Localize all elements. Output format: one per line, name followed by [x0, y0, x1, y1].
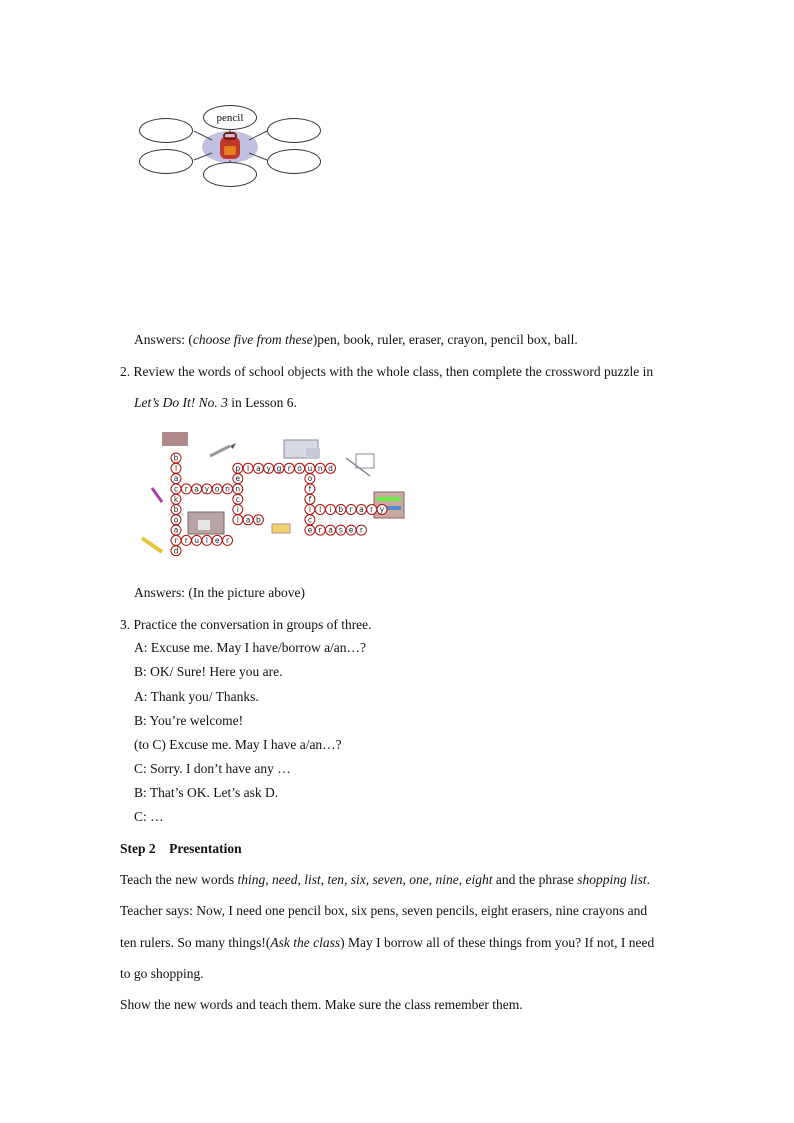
crossword-letter: r — [225, 536, 230, 545]
answers-1 — [134, 332, 578, 348]
crossword-letter: o — [173, 515, 179, 525]
conversation-line: B: You’re welcome! — [134, 713, 244, 728]
crossword-svg — [134, 428, 410, 574]
crossword-letter: a — [173, 474, 179, 484]
crossword-letter: l — [247, 463, 250, 473]
crossword-letter: y — [204, 484, 210, 494]
crossword-letter: r — [184, 484, 188, 494]
para-2-text-b: ) May I borrow all of these things from you? If not, I need — [340, 935, 655, 950]
crossword-letter: c — [235, 494, 240, 504]
paragraph-1 — [120, 872, 650, 888]
crossword-cells — [171, 453, 387, 556]
crossword-letter: e — [235, 474, 241, 484]
mind-map — [134, 100, 334, 194]
mind-map-bubble-bottom-right — [267, 149, 321, 174]
para-2-italic: Ask the class — [270, 935, 341, 950]
crossword-letter: c — [307, 515, 312, 525]
crossword-letter: o — [307, 474, 313, 484]
computer-icon — [284, 440, 320, 458]
crossword-letter: a — [173, 525, 179, 535]
conversation-line: B: OK/ Sure! Here you are. — [134, 664, 283, 679]
item-2-line-1: 2. Review the words of school objects with the whole class, then complete the crossword puzzle in — [120, 364, 654, 379]
mind-map-bubble-bottom — [203, 162, 257, 187]
crossword-letter: l — [205, 536, 208, 545]
mind-map-center-label: pencil — [216, 111, 244, 124]
paragraph-2-line-1: Teacher says: Now, I need one pencil box, six pens, seven pencils, eight erasers, nine crayons and — [120, 903, 648, 918]
conversation-line: A: Thank you/ Thanks. — [134, 689, 259, 704]
crossword-puzzle — [134, 428, 410, 574]
para-1-phrase: shopping list — [577, 872, 647, 887]
item-2-lesson-title: Let’s Do It! No. 3 — [134, 395, 228, 410]
item-2-lesson-ref: in Lesson 6. — [227, 395, 297, 410]
crossword-letter: i — [329, 505, 332, 515]
crossword-letter: l — [319, 505, 322, 515]
paragraph-3: Show the new words and teach them. Make sure the class remember them. — [120, 997, 523, 1012]
paragraph-2-line-3: to go shopping. — [120, 966, 204, 981]
para-1-text-c: and the phrase — [492, 872, 578, 887]
crossword-letter: o — [214, 484, 220, 494]
crossword-letter: f — [308, 484, 312, 494]
crossword-letter: b — [173, 505, 179, 515]
crossword-letter: e — [348, 525, 354, 535]
crossword-letter: a — [194, 484, 199, 494]
crossword-letter: r — [287, 463, 291, 473]
crossword-letter: a — [245, 515, 251, 525]
crossword-letter: e — [214, 536, 220, 545]
crossword-letter: u — [194, 536, 199, 545]
crossword-letter: a — [359, 505, 364, 515]
para-1-text-e: . — [646, 872, 650, 887]
crossword-letter: c — [173, 484, 179, 494]
crossword-letter: n — [317, 463, 323, 473]
conversation-line: C: Sorry. I don’t have any … — [134, 761, 291, 776]
paragraph-2-line-2 — [120, 935, 654, 951]
item-3-title: 3. Practice the conversation in groups of three. — [120, 617, 372, 632]
item-2-line-2 — [134, 395, 297, 411]
crossword-letter: r — [359, 525, 363, 535]
crossword-letter: n — [225, 484, 230, 494]
crossword-letter: n — [235, 484, 241, 494]
answers-1-rest: )pen, book, ruler, eraser, crayon, pencil box, ball. — [312, 332, 578, 347]
answers-1-italic: choose five from these — [192, 332, 313, 347]
crossword-letter: y — [379, 505, 385, 515]
crossword-letter: b — [338, 505, 344, 515]
conversation-line: C: … — [134, 809, 164, 824]
crossword-letter: i — [308, 505, 311, 515]
para-1-text-a: Teach the new words — [120, 872, 238, 887]
para-2-text-a: ten rulers. So many things!( — [120, 935, 271, 950]
crossword-letter: b — [256, 515, 261, 525]
crossword-letter: i — [236, 505, 239, 515]
crossword-letter: r — [370, 505, 374, 515]
crossword-letter: r — [184, 536, 188, 545]
eraser-icon — [272, 524, 290, 533]
crossword-letter: u — [307, 463, 313, 473]
crossword-letter: p — [235, 463, 241, 473]
crossword-letter: y — [266, 463, 271, 473]
crossword-letter: r — [174, 536, 178, 545]
crossword-letter: k — [173, 494, 179, 504]
crossword-letter: g — [276, 463, 282, 473]
playground-icon — [346, 454, 374, 476]
conversation-line: A: Excuse me. May I have/borrow a/an…? — [134, 640, 367, 655]
crossword-letter: s — [338, 525, 343, 535]
mind-map-bubble-bottom-left — [139, 149, 193, 174]
crossword-letter: o — [297, 463, 302, 473]
step-2-heading: Step 2 Presentation — [120, 841, 242, 856]
bookshelf-icon — [374, 492, 404, 518]
crossword-letter: d — [173, 546, 179, 556]
crossword-letter: l — [236, 515, 239, 525]
crossword-letter: l — [174, 463, 178, 473]
crossword-letter: r — [349, 505, 353, 515]
pencil-icon — [210, 443, 236, 456]
mind-map-center-bubble — [203, 105, 257, 130]
mind-map-bubble-top-left — [139, 118, 193, 143]
crossword-letter: a — [256, 463, 261, 473]
answers-1-prefix: Answers: ( — [134, 332, 193, 347]
crossword-letter: f — [308, 494, 312, 504]
crayon-icon — [152, 488, 162, 502]
para-1-new-words: thing, need, list, ten, six, seven, one, nine, eight — [237, 872, 493, 887]
crossword-letter: e — [307, 525, 313, 535]
crossword-letter: a — [328, 525, 333, 535]
conversation-line: B: That’s OK. Let’s ask D. — [134, 785, 279, 800]
crossword-letter: d — [328, 463, 333, 473]
crossword-letter: r — [318, 525, 322, 535]
ruler-icon — [142, 538, 162, 552]
answers-2: Answers: (In the picture above) — [134, 585, 305, 600]
mind-map-bubble-top-right — [267, 118, 321, 143]
lab-icon — [188, 512, 224, 534]
crossword-letter: b — [173, 453, 179, 463]
conversation-line: (to C) Excuse me. May I have a/an…? — [134, 737, 342, 752]
blackboard-icon — [162, 432, 188, 446]
